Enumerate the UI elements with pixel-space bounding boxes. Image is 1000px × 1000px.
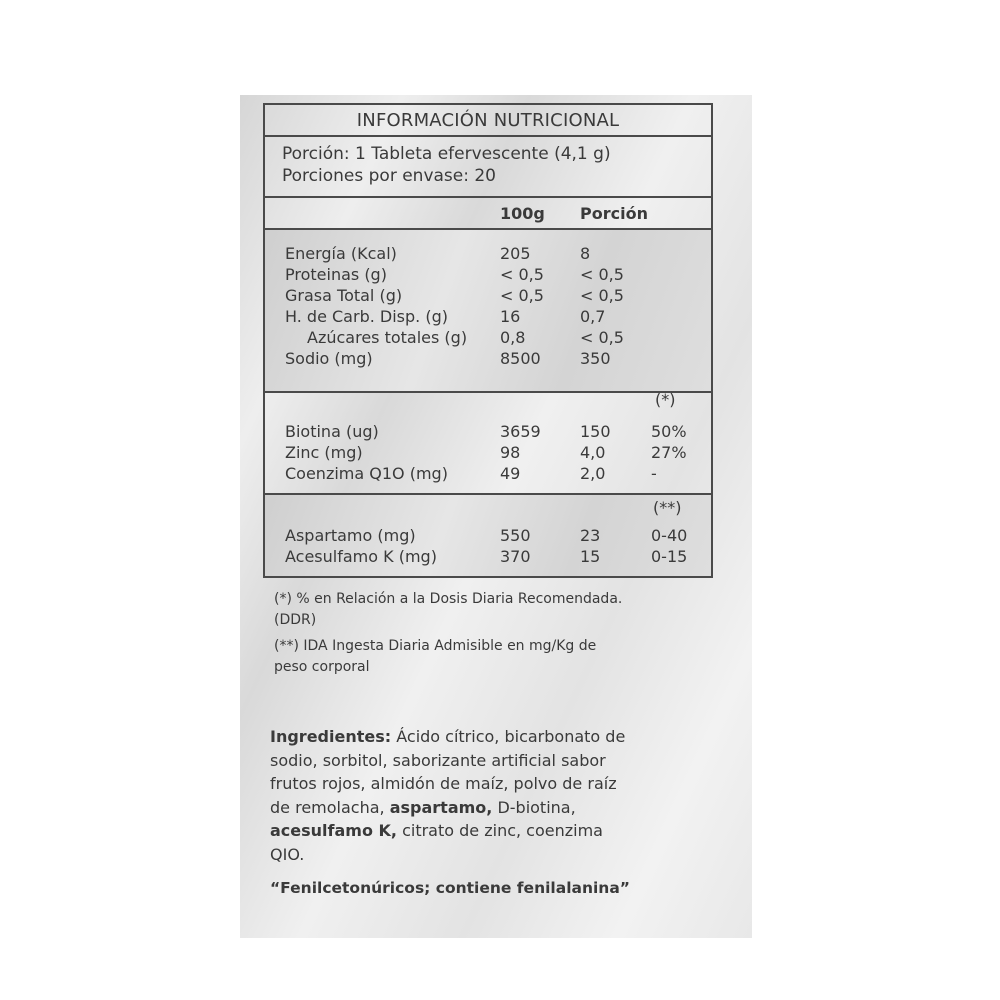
nutrient-name: Grasa Total (g) — [285, 286, 403, 305]
sweeteners-marker-row — [265, 497, 711, 518]
nutrient-name: Proteinas (g) — [285, 265, 387, 284]
ingredients-paragraph — [270, 725, 730, 866]
ingredient-acesulfamo: acesulfamo K, — [270, 821, 397, 840]
vitamin-name: Zinc (mg) — [285, 443, 363, 462]
sweetener-100g: 550 — [500, 526, 531, 545]
vitamin-portion: 150 — [580, 422, 611, 441]
ingredients-text: sodio, sorbitol, saborizante artificial sabor — [270, 750, 606, 770]
nutrient-100g: 0,8 — [500, 328, 526, 347]
nutrient-row — [265, 348, 711, 369]
sweetener-row — [265, 546, 711, 567]
nutrient-portion: 8 — [580, 244, 591, 263]
nutrient-row — [265, 243, 711, 264]
nutrient-row — [265, 306, 711, 327]
vitamin-name: Coenzima Q1O (mg) — [285, 464, 448, 483]
ddr-marker: (*) — [655, 390, 676, 409]
nutrient-name: Energía (Kcal) — [285, 244, 397, 263]
footnote-line: (DDR) — [274, 612, 317, 628]
ingredient-aspartamo: aspartamo, — [389, 797, 493, 817]
vitamin-name: Biotina (ug) — [285, 422, 379, 441]
vitamin-row — [265, 442, 711, 463]
ingredients-text: Ácido cítrico, bicarbonato de — [391, 727, 626, 746]
ingredients-label: Ingredientes: — [270, 727, 392, 746]
table-title: INFORMACIÓN NUTRICIONAL — [265, 105, 711, 137]
footnote-ddr — [274, 589, 622, 631]
ida-marker: (**) — [653, 498, 682, 517]
nutrient-name: H. de Carb. Disp. (g) — [285, 307, 448, 326]
vitamin-100g: 98 — [500, 443, 521, 462]
portion-info — [265, 137, 711, 198]
nutrient-portion: < 0,5 — [580, 328, 624, 347]
header-portion: Porción — [580, 204, 648, 223]
sweetener-ida: 0-15 — [651, 547, 688, 566]
footnote-line: peso corporal — [274, 659, 370, 675]
nutrient-100g: 8500 — [500, 349, 541, 368]
ingredients-text: D-biotina, — [492, 797, 576, 817]
portion-line: Porción: 1 Tableta efervescente (4,1 g) — [282, 144, 611, 164]
sweetener-name: Acesulfamo K (mg) — [285, 547, 437, 566]
vitamin-row — [265, 421, 711, 442]
sweetener-100g: 370 — [500, 547, 531, 566]
ingredients-text: frutos rojos, almidón de maíz, polvo de raíz — [270, 774, 617, 793]
nutrient-row — [265, 327, 711, 348]
vitamin-100g: 3659 — [500, 422, 541, 441]
nutrient-100g: < 0,5 — [500, 286, 544, 305]
nutrient-100g: 205 — [500, 244, 531, 263]
footnote-line: (**) IDA Ingesta Diaria Admisible en mg/Kg de — [274, 638, 597, 654]
vitamin-100g: 49 — [500, 464, 521, 483]
phenylketonuria-warning: “Fenilcetonúricos; contiene fenilalanina” — [270, 879, 630, 897]
vitamins-section — [265, 390, 711, 495]
nutrient-portion: 0,7 — [580, 307, 606, 326]
nutrient-100g: < 0,5 — [500, 265, 544, 284]
ingredients-text: citrato de zinc, coenzima — [397, 821, 603, 840]
vitamin-row — [265, 463, 711, 484]
footnote-ida — [274, 636, 596, 678]
nutrient-row — [265, 285, 711, 306]
sweetener-ida: 0-40 — [651, 526, 688, 545]
sweetener-portion: 23 — [580, 526, 601, 545]
vitamin-portion: 4,0 — [580, 443, 606, 462]
nutrient-100g: 16 — [500, 307, 521, 326]
vitamins-marker-row — [265, 389, 711, 410]
sweeteners-section — [265, 495, 711, 576]
nutrient-name: Sodio (mg) — [285, 349, 373, 368]
header-100g: 100g — [500, 204, 545, 223]
nutrient-portion: 350 — [580, 349, 611, 368]
footnote-line: (*) % en Relación a la Dosis Diaria Recomendada. — [274, 591, 623, 607]
column-header — [265, 198, 711, 230]
nutrient-portion: < 0,5 — [580, 265, 624, 284]
sweetener-portion: 15 — [580, 547, 601, 566]
vitamin-ddr: 50% — [651, 422, 687, 441]
vitamin-ddr: - — [651, 464, 657, 483]
nutrients-section — [265, 230, 711, 393]
servings-line: Porciones por envase: 20 — [282, 166, 497, 186]
nutrition-table — [263, 103, 713, 578]
ingredients-text: QIO. — [270, 844, 305, 864]
vitamin-ddr: 27% — [651, 443, 687, 462]
vitamin-portion: 2,0 — [580, 464, 606, 483]
ingredients-text: de remolacha, — [270, 797, 390, 817]
sweetener-row — [265, 525, 711, 546]
nutrient-name: Azúcares totales (g) — [307, 328, 468, 347]
nutrient-portion: < 0,5 — [580, 286, 624, 305]
sweetener-name: Aspartamo (mg) — [285, 526, 416, 545]
nutrient-row — [265, 264, 711, 285]
